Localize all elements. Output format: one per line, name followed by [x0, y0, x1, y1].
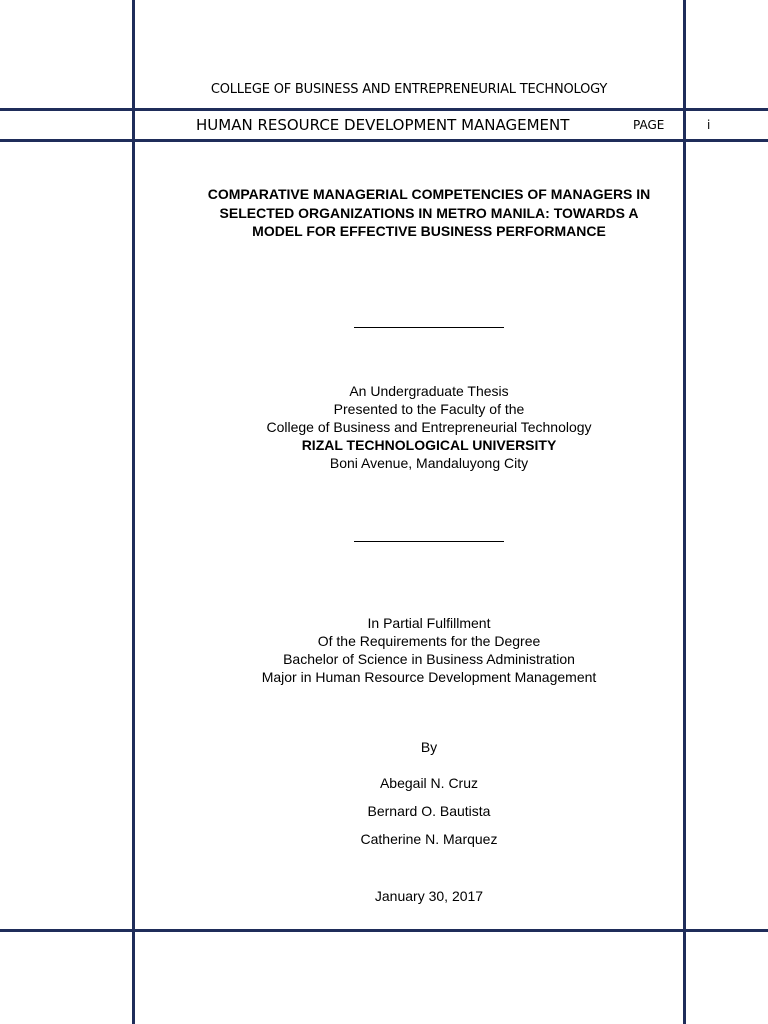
page-label: PAGE	[633, 118, 665, 132]
author-name: Bernard O. Bautista	[367, 803, 491, 819]
thesis-title	[160, 185, 698, 241]
presentation-line: College of Business and Entrepreneurial Technology	[266, 419, 592, 435]
university-name: RIZAL TECHNOLOGICAL UNIVERSITY	[301, 437, 557, 453]
separator-rule	[354, 541, 504, 542]
department-header: HUMAN RESOURCE DEVELOPMENT MANAGEMENT	[196, 116, 570, 134]
title-line: SELECTED ORGANIZATIONS IN METRO MANILA: TOWARDS A	[219, 204, 639, 221]
footer-line	[0, 929, 768, 932]
title-line: MODEL FOR EFFECTIVE BUSINESS PERFORMANCE	[252, 223, 606, 239]
separator-rule	[354, 327, 504, 328]
fulfillment-line: Major in Human Resource Development Management	[261, 669, 597, 685]
presentation-line: Presented to the Faculty of the	[333, 401, 525, 417]
thesis-date: January 30, 2017	[374, 888, 484, 904]
college-header: COLLEGE OF BUSINESS AND ENTREPRENEURIAL TECHNOLOGY	[210, 82, 608, 97]
presentation-line: An Undergraduate Thesis	[349, 383, 509, 399]
author-name: Abegail N. Cruz	[379, 775, 479, 791]
fulfillment-block	[135, 614, 723, 686]
presentation-block	[135, 382, 723, 472]
fulfillment-line: Bachelor of Science in Business Administration	[283, 651, 575, 667]
title-line: COMPARATIVE MANAGERIAL COMPETENCIES OF MANAGERS IN	[207, 186, 651, 202]
header-bottom-line	[0, 139, 768, 142]
header-top-line	[0, 108, 768, 111]
author-name: Catherine N. Marquez	[360, 831, 498, 847]
fulfillment-line: Of the Requirements for the Degree	[317, 633, 541, 649]
fulfillment-line: In Partial Fulfillment	[367, 615, 491, 631]
left-border-line	[132, 0, 135, 1024]
by-label: By	[420, 739, 438, 755]
page-number: i	[707, 118, 711, 132]
university-address: Boni Avenue, Mandaluyong City	[329, 455, 529, 471]
right-border-line	[683, 0, 686, 1024]
